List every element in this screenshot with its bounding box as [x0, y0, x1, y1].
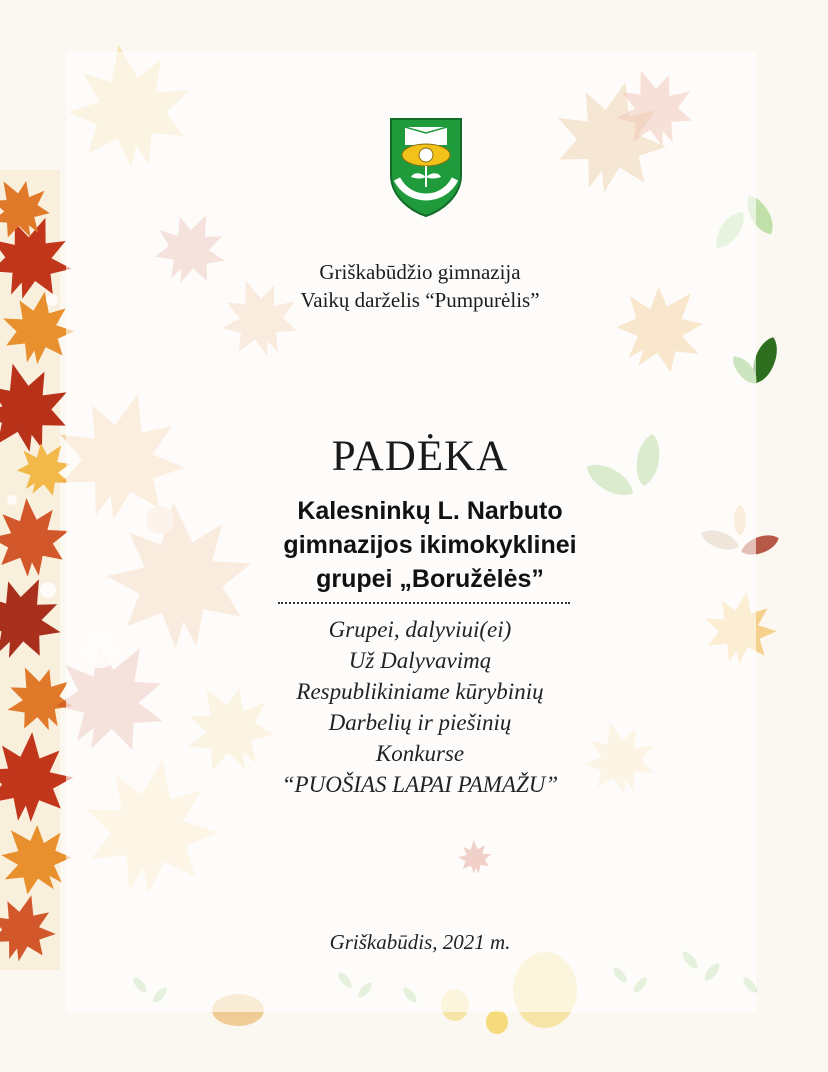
recipient-line-2: gimnazijos ikimokyklinei	[283, 531, 577, 559]
kindergarten-name: Vaikų darželis “Pumpurėlis”	[300, 288, 540, 312]
body-line-3: Respublikiniame kūrybinių	[296, 679, 544, 704]
certificate-body	[100, 614, 740, 800]
place-and-year: Griškabūdis, 2021 m.	[329, 930, 511, 954]
recipient-block	[150, 494, 710, 596]
dotted-underline	[278, 602, 570, 604]
school-name: Griškabūdžio gimnazija	[319, 260, 521, 284]
body-line-5: Konkurse	[375, 741, 465, 766]
school-name-block	[100, 258, 740, 314]
contest-name: “PUOŠIAS LAPAI PAMAŽU”	[281, 772, 559, 797]
school-crest-logo	[389, 117, 463, 217]
body-line-1: Grupei, dalyviui(ei)	[328, 617, 512, 642]
recipient-line-3: grupei „Boružėlės”	[316, 565, 544, 593]
body-line-2: Už Dalyvavimą	[348, 648, 492, 673]
certificate-title: PADĖKA	[331, 433, 509, 480]
recipient-line-1: Kalesninkų L. Narbuto	[297, 497, 563, 525]
body-line-4: Darbelių ir piešinių	[328, 710, 512, 735]
